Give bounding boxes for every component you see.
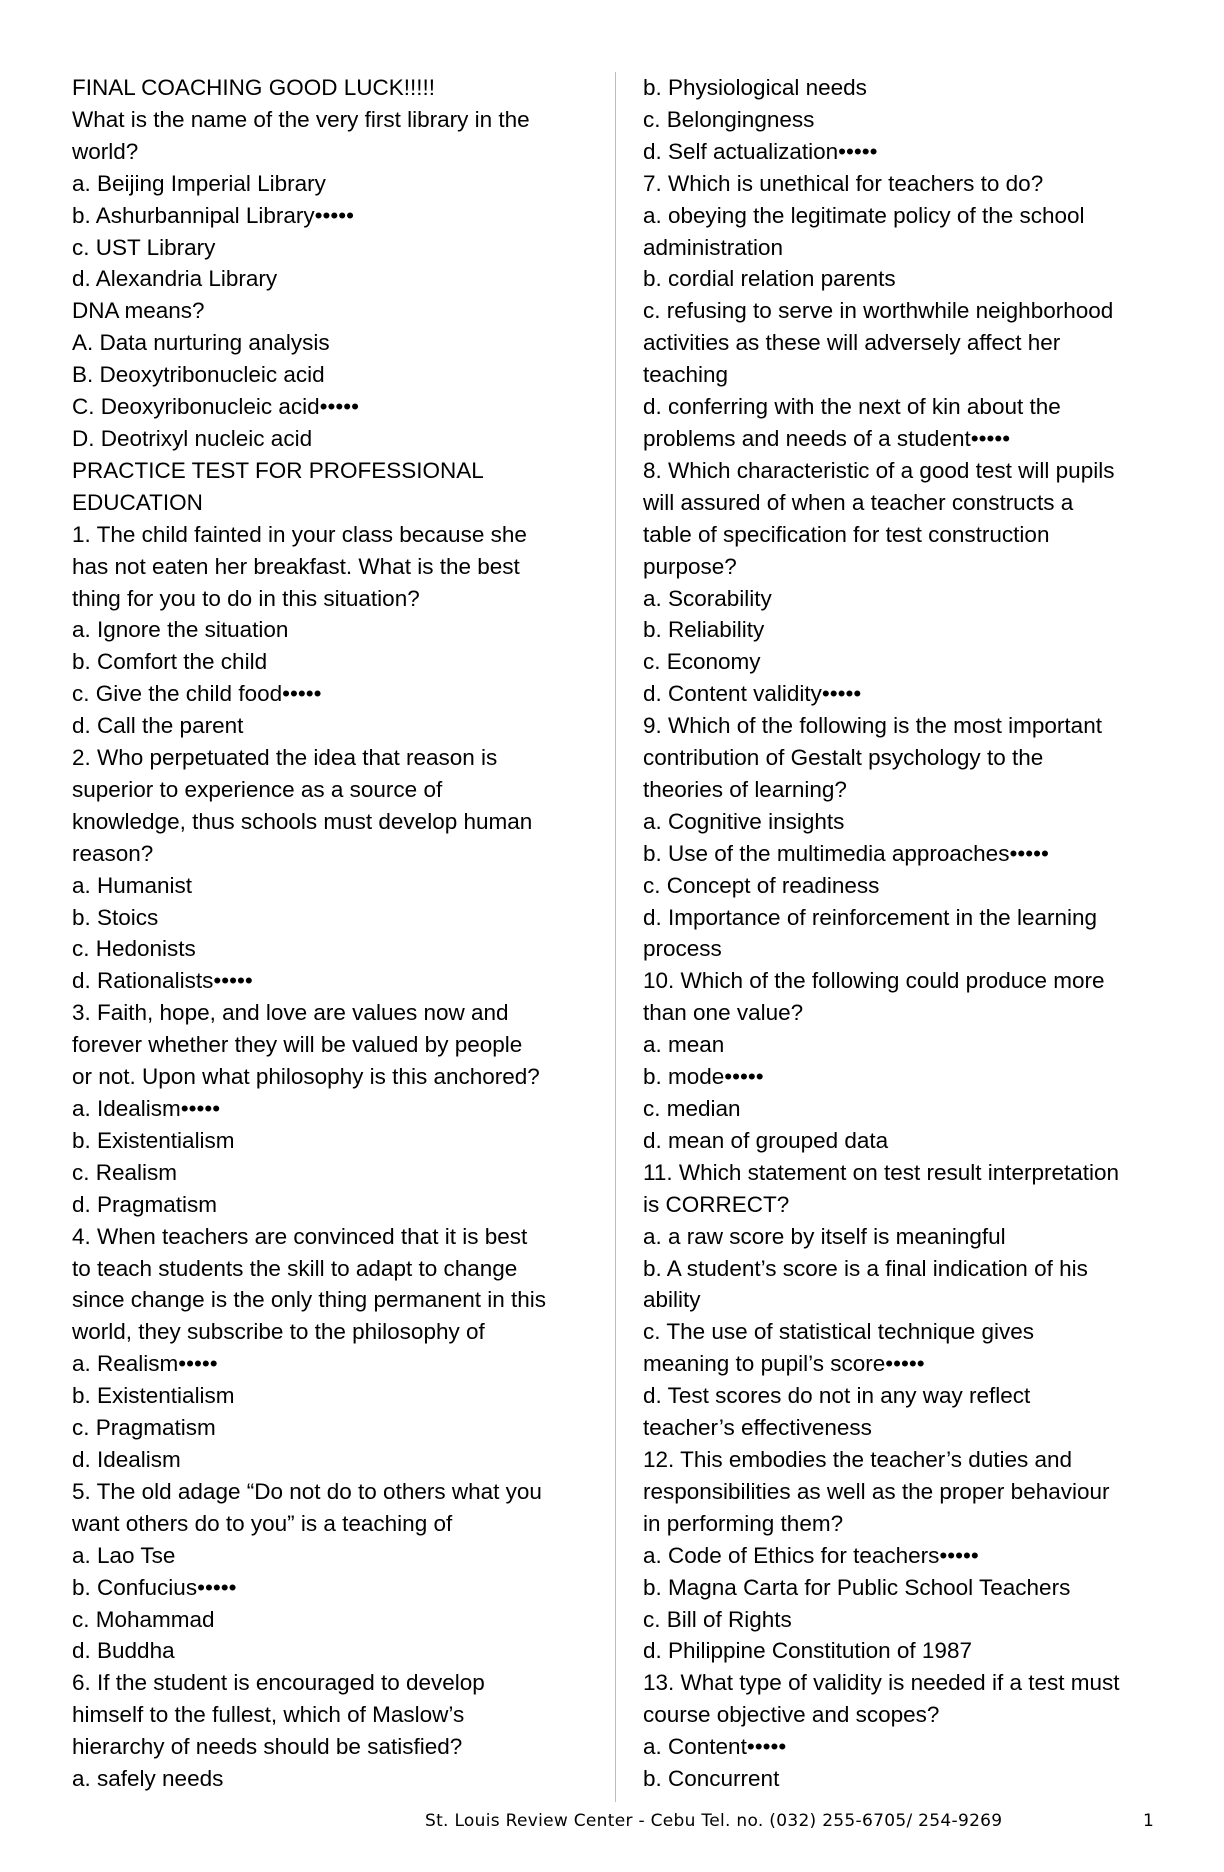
text-line: 10. Which of the following could produce more xyxy=(643,968,1105,994)
text-line: contribution of Gestalt psychology to the xyxy=(643,745,1044,771)
footer-contact-text: St. Louis Review Center - Cebu Tel. no. (032) 255-6705/ 254-9269 xyxy=(425,1811,1003,1831)
text-line: a. Realism••••• xyxy=(72,1351,218,1377)
text-line: DNA means? xyxy=(72,298,205,324)
text-line: a. Humanist xyxy=(72,872,193,898)
text-line: knowledge, thus schools must develop human xyxy=(72,808,533,834)
text-line: c. Concept of readiness xyxy=(643,872,880,898)
text-line: 13. What type of validity is needed if a test must xyxy=(643,1670,1120,1696)
text-line: b. Ashurbannipal Library••••• xyxy=(72,202,355,228)
text-line: hierarchy of needs should be satisfied? xyxy=(72,1734,463,1760)
text-line: meaning to pupil’s score••••• xyxy=(643,1351,925,1377)
text-line: himself to the fullest, which of Maslow’s xyxy=(72,1702,465,1728)
text-line: B. Deoxytribonucleic acid xyxy=(72,362,325,388)
text-line: a. Ignore the situation xyxy=(72,617,289,643)
right-column xyxy=(643,72,1173,1795)
text-line: since change is the only thing permanent in this xyxy=(72,1287,547,1313)
text-line: 3. Faith, hope, and love are values now and xyxy=(72,1000,509,1026)
text-line: a. Idealism••••• xyxy=(72,1096,221,1121)
text-line: c. UST Library xyxy=(72,234,216,260)
text-line: D. Deotrixyl nucleic acid xyxy=(72,425,313,451)
text-line: c. Give the child food••••• xyxy=(72,681,322,707)
text-line: 8. Which characteristic of a good test will pupils xyxy=(643,457,1115,483)
text-line: a. mean xyxy=(643,1032,725,1058)
text-line: b. Stoics xyxy=(72,904,159,930)
text-line: activities as these will adversely affect her xyxy=(643,330,1061,356)
text-line: a. Code of Ethics for teachers••••• xyxy=(643,1542,979,1568)
text-line: b. cordial relation parents xyxy=(643,266,896,292)
text-line: teacher’s effectiveness xyxy=(643,1415,872,1441)
text-line: d. Philippine Constitution of 1987 xyxy=(643,1638,972,1664)
text-line: 2. Who perpetuated the idea that reason is xyxy=(72,745,498,771)
text-line: c. Pragmatism xyxy=(72,1415,216,1441)
text-line: c. refusing to serve in worthwhile neighborhood xyxy=(643,298,1114,324)
text-line: will assured of when a teacher constructs a xyxy=(643,489,1074,515)
text-line: C. Deoxyribonucleic acid••••• xyxy=(72,394,359,420)
text-line: b. A student’s score is a final indication of his xyxy=(643,1255,1088,1281)
text-line: 11. Which statement on test result interpretation xyxy=(643,1159,1120,1185)
text-line: thing for you to do in this situation? xyxy=(72,585,420,611)
text-line: d. Content validity••••• xyxy=(643,681,862,707)
text-line: forever whether they will be valued by people xyxy=(72,1032,523,1058)
text-line: a. safely needs xyxy=(72,1766,224,1792)
text-line: c. Belongingness xyxy=(643,106,815,132)
text-line: theories of learning? xyxy=(643,776,847,802)
text-line: world? xyxy=(72,138,139,164)
text-line: a. Lao Tse xyxy=(72,1542,176,1568)
text-line: d. mean of grouped data xyxy=(643,1127,889,1153)
text-line: c. Mohammad xyxy=(72,1606,215,1632)
text-line: ability xyxy=(643,1287,701,1313)
text-line: c. The use of statistical technique gives xyxy=(643,1319,1035,1345)
left-column xyxy=(72,72,592,1795)
text-line: d. Test scores do not in any way reflect xyxy=(643,1383,1031,1409)
text-line: b. Existentialism xyxy=(72,1383,235,1409)
text-line: b. Reliability xyxy=(643,617,765,643)
text-line: want others do to you” is a teaching of xyxy=(72,1510,453,1536)
text-line: d. Importance of reinforcement in the learning xyxy=(643,904,1097,930)
text-line: 12. This embodies the teacher’s duties and xyxy=(643,1446,1073,1472)
text-line: c. Realism xyxy=(72,1159,178,1185)
text-line: c. Bill of Rights xyxy=(643,1606,792,1632)
text-line: world, they subscribe to the philosophy of xyxy=(72,1319,485,1345)
text-line: a. Scorability xyxy=(643,585,772,611)
text-line: b. Confucius••••• xyxy=(72,1574,237,1600)
text-line: teaching xyxy=(643,362,729,388)
text-line: 4. When teachers are convinced that it is best xyxy=(72,1223,528,1249)
text-line: 1. The child fainted in your class because she xyxy=(72,521,527,547)
page-number: 1 xyxy=(1143,1811,1155,1831)
text-line: d. Idealism xyxy=(72,1446,181,1472)
text-line: FINAL COACHING GOOD LUCK!!!!! xyxy=(72,75,435,100)
text-line: d. Pragmatism xyxy=(72,1191,218,1217)
text-line: a. a raw score by itself is meaningful xyxy=(643,1223,1006,1249)
text-line: has not eaten her breakfast. What is the best xyxy=(72,553,520,579)
text-line: a. Content••••• xyxy=(643,1734,787,1760)
text-line: superior to experience as a source of xyxy=(72,776,443,802)
text-line: in performing them? xyxy=(643,1510,844,1536)
text-line: A. Data nurturing analysis xyxy=(72,330,330,356)
text-line: course objective and scopes? xyxy=(643,1702,940,1728)
text-line: is CORRECT? xyxy=(643,1191,790,1217)
text-line: b. Existentialism xyxy=(72,1127,235,1153)
text-line: c. Economy xyxy=(643,649,761,675)
text-line: c. Hedonists xyxy=(72,936,196,962)
text-line: b. mode••••• xyxy=(643,1064,764,1090)
text-line: table of specification for test construction xyxy=(643,521,1050,547)
text-line: reason? xyxy=(72,840,154,866)
text-line: b. Use of the multimedia approaches••••• xyxy=(643,840,1049,866)
text-line: responsibilities as well as the proper behaviour xyxy=(643,1478,1110,1504)
text-line: PRACTICE TEST FOR PROFESSIONAL xyxy=(72,457,484,483)
text-line: b. Comfort the child xyxy=(72,649,268,675)
text-line: administration xyxy=(643,234,784,260)
text-line: d. conferring with the next of kin about the xyxy=(643,394,1061,420)
text-line: EDUCATION xyxy=(72,489,203,515)
text-line: a. Beijing Imperial Library xyxy=(72,170,326,196)
text-line: a. Cognitive insights xyxy=(643,808,845,834)
text-line: purpose? xyxy=(643,553,737,579)
text-line: d. Buddha xyxy=(72,1638,175,1664)
text-line: c. median xyxy=(643,1096,741,1121)
text-line: or not. Upon what philosophy is this anchored? xyxy=(72,1064,540,1090)
page-footer xyxy=(0,1809,1224,1833)
text-line: b. Concurrent xyxy=(643,1766,780,1792)
text-line: d. Rationalists••••• xyxy=(72,968,253,994)
text-line: 6. If the student is encouraged to develop xyxy=(72,1670,485,1696)
column-divider xyxy=(615,72,616,1802)
text-line: d. Alexandria Library xyxy=(72,266,278,292)
text-line: d. Call the parent xyxy=(72,713,244,739)
text-line: 9. Which of the following is the most important xyxy=(643,713,1102,739)
text-line: b. Magna Carta for Public School Teachers xyxy=(643,1574,1071,1600)
text-line: d. Self actualization••••• xyxy=(643,138,878,164)
text-line: What is the name of the very first library in the xyxy=(72,106,530,132)
text-line: b. Physiological needs xyxy=(643,75,867,100)
text-line: problems and needs of a student••••• xyxy=(643,425,1011,451)
text-line: 7. Which is unethical for teachers to do? xyxy=(643,170,1044,196)
text-line: than one value? xyxy=(643,1000,804,1026)
text-line: 5. The old adage “Do not do to others what you xyxy=(72,1478,542,1504)
text-line: to teach students the skill to adapt to change xyxy=(72,1255,518,1281)
text-line: process xyxy=(643,936,722,962)
text-line: a. obeying the legitimate policy of the school xyxy=(643,202,1085,228)
